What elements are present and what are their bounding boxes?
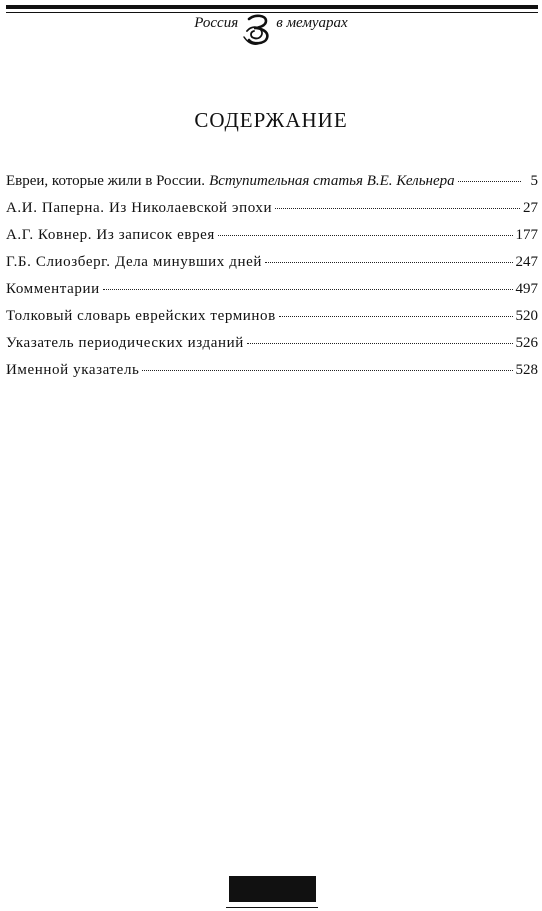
toc-page-number: 5 (530, 173, 538, 189)
dot-leader (247, 343, 513, 344)
toc-entry-subtitle: Вступительная статья В.Е. Кельнера (209, 173, 455, 189)
dot-leader (218, 235, 513, 236)
toc-page-number: 27 (523, 200, 538, 216)
toc-page-number: 247 (515, 254, 538, 270)
toc-row (6, 173, 538, 200)
running-head-left: Россия (194, 15, 239, 31)
dot-leader (103, 289, 513, 290)
toc-entry-text: Комментарии (6, 281, 100, 297)
folio-rule (226, 907, 318, 908)
dot-leader (142, 370, 512, 371)
toc-page-number: 177 (515, 227, 538, 243)
toc-row (6, 308, 538, 335)
toc-entry-text: Именной указатель (6, 362, 140, 378)
header-rule-thick (6, 5, 538, 9)
toc-entry-text: Г.Б. Слиозберг. Дела минувших дней (6, 254, 263, 270)
toc-row (6, 254, 538, 281)
toc-entry-text: Евреи, которые жили в России. Вступительная статья В.Е. Кельнера (6, 173, 455, 189)
folio-block (229, 876, 316, 902)
table-of-contents (6, 173, 538, 389)
running-head-right: в мемуарах (276, 15, 348, 31)
dot-leader (279, 316, 513, 317)
toc-row (6, 335, 538, 362)
dot-leader (458, 181, 521, 182)
toc-entry-text: Указатель периодических изданий (6, 335, 244, 351)
ornamental-letter-icon (240, 13, 274, 47)
toc-row (6, 281, 538, 308)
page-title: СОДЕРЖАНИЕ (194, 108, 348, 132)
toc-entry-text: Толковый словарь еврейских терминов (6, 308, 276, 324)
toc-row (6, 362, 538, 389)
toc-row (6, 227, 538, 254)
dot-leader (275, 208, 520, 209)
toc-page-number: 526 (515, 335, 538, 351)
running-head (0, 15, 542, 49)
toc-page-number: 520 (515, 308, 538, 324)
dot-leader (265, 262, 512, 263)
toc-entry-text: А.И. Паперна. Из Николаевской эпохи (6, 200, 273, 216)
toc-page-number: 497 (515, 281, 538, 297)
toc-entry-text: А.Г. Ковнер. Из записок еврея (6, 227, 215, 243)
toc-row (6, 200, 538, 227)
toc-page-number: 528 (515, 362, 538, 378)
